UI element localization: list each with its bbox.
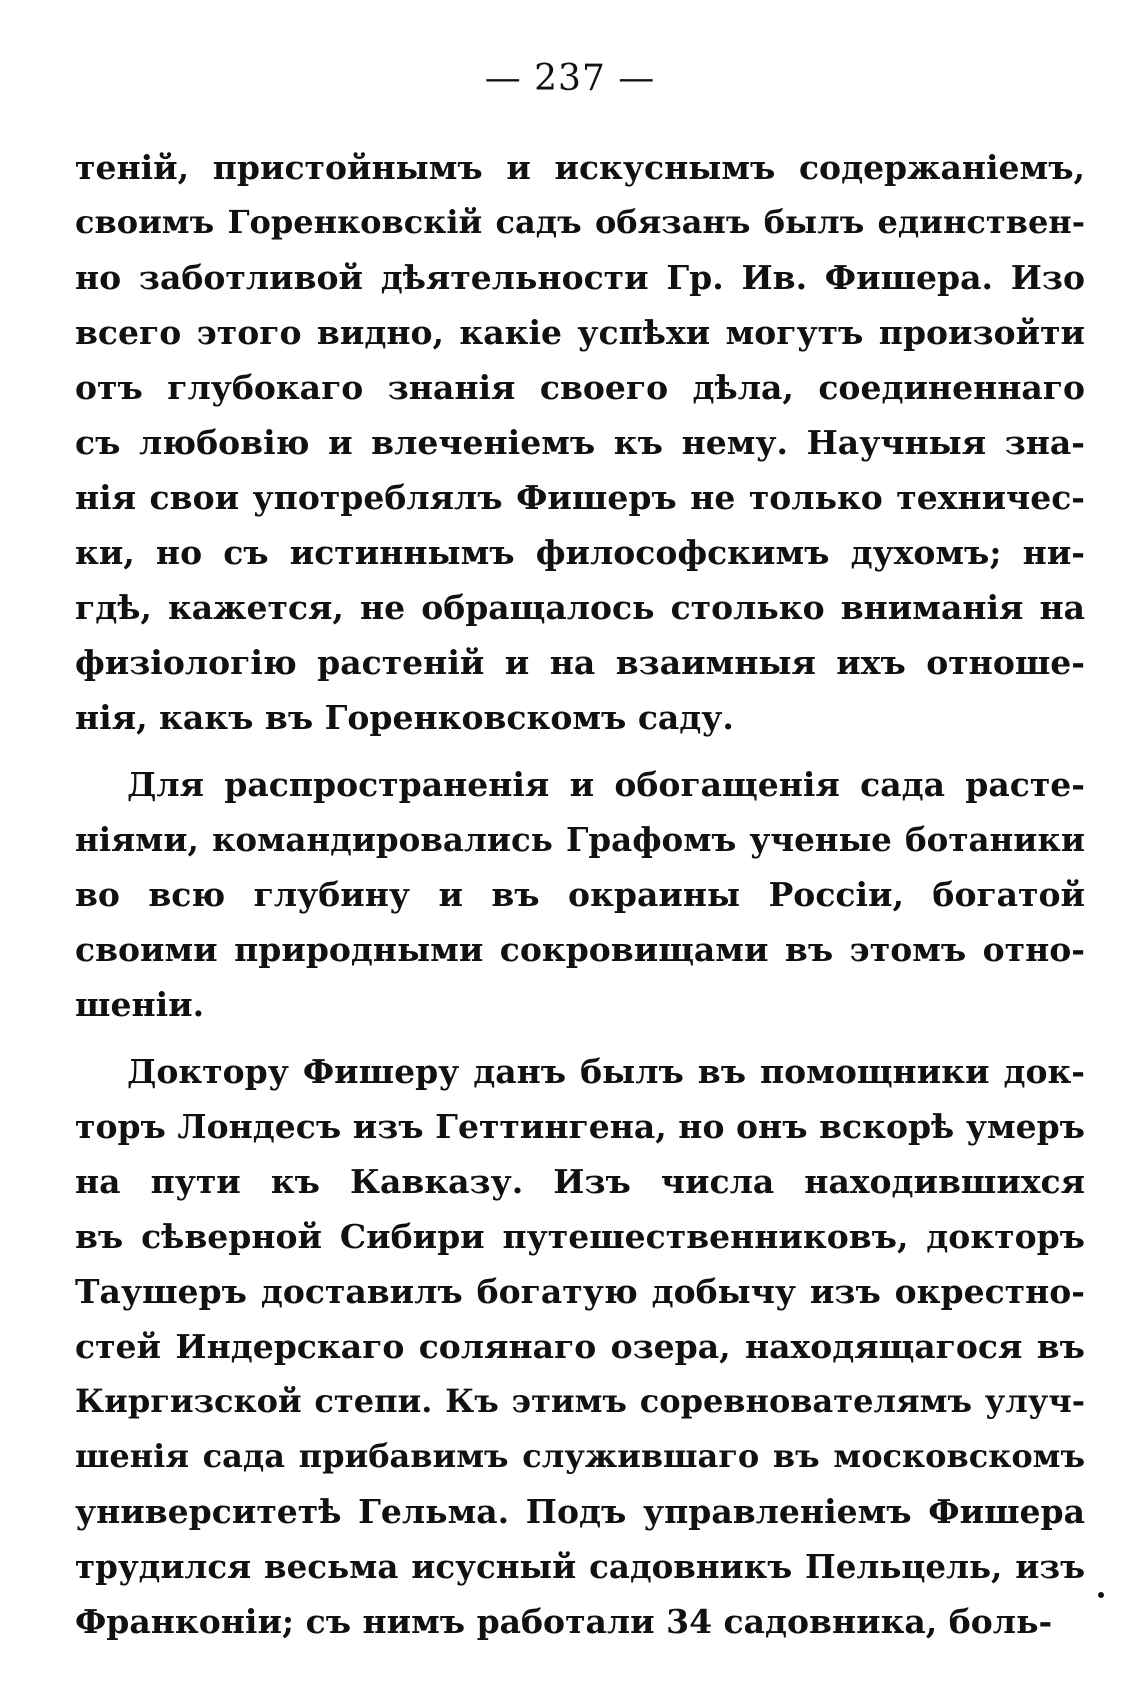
text-line: нія свои употреблялъ Фишеръ не только техничес- bbox=[75, 478, 1085, 517]
text-line: теній, пристойнымъ и искуснымъ содержаніемъ, bbox=[75, 148, 1085, 187]
text-line: Доктору Фишеру данъ былъ въ помощники док- bbox=[127, 1052, 1085, 1091]
paragraph-3 bbox=[75, 1044, 1085, 1649]
page-number: — 237 — bbox=[484, 58, 656, 99]
text-line: нія, какъ въ Горенковскомъ саду. bbox=[75, 698, 734, 737]
text-line: въ сѣверной Сибири путешественниковъ, докторъ bbox=[75, 1217, 1085, 1256]
text-line: торъ Лондесъ изъ Геттингена, но онъ вскорѣ умеръ bbox=[75, 1107, 1085, 1146]
text-line: физіологію растеній и на взаимныя ихъ отноше- bbox=[75, 643, 1085, 682]
text-line: гдѣ, кажется, не обращалось столько вниманія на bbox=[75, 588, 1085, 627]
body-text bbox=[75, 140, 1085, 1649]
text-line: своими природными сокровищами въ этомъ отно- bbox=[75, 930, 1085, 969]
paragraph-gap bbox=[75, 1032, 1085, 1044]
text-line: во всю глубину и въ окраины Россіи, богатой bbox=[75, 875, 1085, 914]
text-line: ніями, командировались Графомъ ученые ботаники bbox=[75, 820, 1085, 859]
text-line: на пути къ Кавказу. Изъ числа находившихся bbox=[75, 1162, 1085, 1201]
text-line: стей Индерскаго солянаго озера, находящагося въ bbox=[75, 1327, 1085, 1366]
text-line: всего этого видно, какіе успѣхи могутъ произойти bbox=[75, 313, 1085, 352]
text-line: университетѣ Гельма. Подъ управленіемъ Фишера bbox=[75, 1492, 1085, 1531]
paragraph-2 bbox=[75, 757, 1085, 1032]
text-line: отъ глубокаго знанія своего дѣла, соединеннаго bbox=[75, 368, 1085, 407]
text-line: трудился весьма исусный садовникъ Пельцель, изъ bbox=[75, 1547, 1085, 1586]
text-line: но заботливой дѣятельности Гр. Ив. Фишера. Изо bbox=[75, 258, 1085, 297]
text-line: шенія сада прибавимъ служившаго въ московскомъ bbox=[75, 1437, 1085, 1475]
text-line: съ любовію и влеченіемъ къ нему. Научныя зна- bbox=[75, 423, 1085, 462]
text-line: Киргизской степи. Къ этимъ соревнователямъ улуч- bbox=[75, 1382, 1085, 1420]
ink-speck bbox=[1098, 1592, 1104, 1598]
text-line: своимъ Горенковскій садъ обязанъ былъ единствен- bbox=[75, 203, 1085, 241]
text-line: Франконіи; съ нимъ работали 34 садовника, боль- bbox=[75, 1602, 1053, 1641]
paragraph-gap bbox=[75, 745, 1085, 757]
text-line: Таушеръ доставилъ богатую добычу изъ окрестно- bbox=[75, 1272, 1085, 1311]
text-line: Для распространенія и обогащенія сада расте- bbox=[127, 765, 1085, 804]
text-line: ки, но съ истиннымъ философскимъ духомъ; ни- bbox=[75, 533, 1085, 572]
text-line: шеніи. bbox=[75, 985, 205, 1024]
paragraph-1 bbox=[75, 140, 1085, 745]
